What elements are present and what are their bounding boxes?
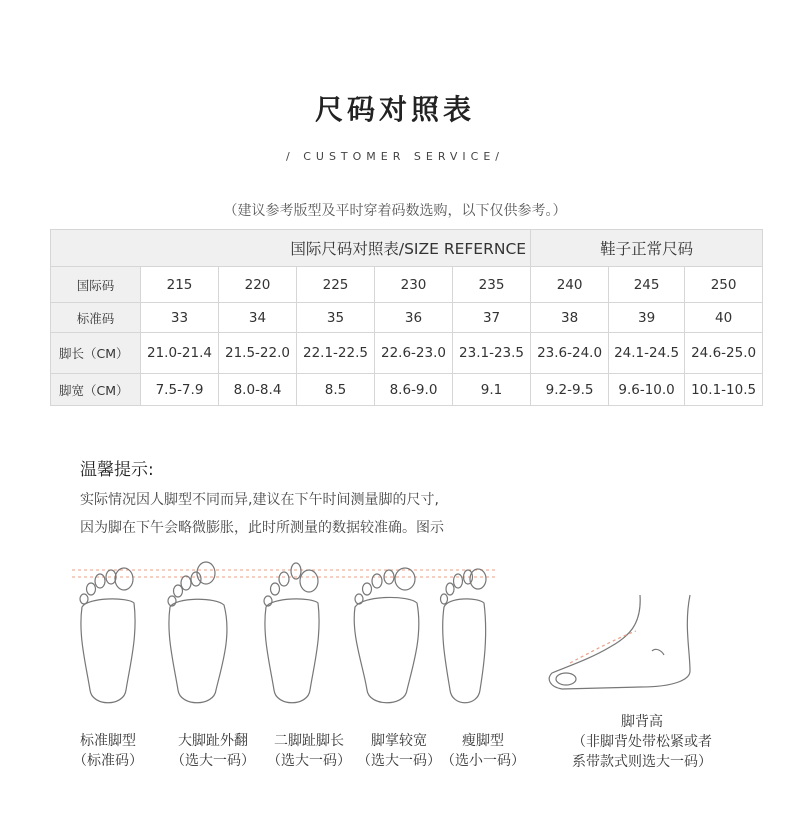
- table-cell: 22.1-22.5: [297, 333, 375, 374]
- purchase-note: （建议参考版型及平时穿着码数选购，以下仅供参考。）: [223, 203, 567, 219]
- size-chart-table: [50, 229, 763, 406]
- foot-advice: （选小一码）: [441, 753, 525, 769]
- table-cell: 21.5-22.0: [219, 333, 297, 374]
- table-header-row: [51, 230, 763, 267]
- foot-name: 大脚趾外翻: [178, 733, 248, 749]
- table-header-main: 国际尺码对照表/SIZE REFERNCE: [51, 230, 531, 267]
- table-cell: 220: [219, 267, 297, 303]
- table-row: [51, 267, 763, 303]
- wide-foot-icon: [354, 568, 419, 703]
- table-cell: 8.0-8.4: [219, 374, 297, 406]
- table-cell: 9.1: [453, 374, 531, 406]
- table-header-right: 鞋子正常尺码: [531, 230, 763, 267]
- foot-advice: （标准码）: [73, 753, 143, 769]
- table-cell: 235: [453, 267, 531, 303]
- foot-name: 二脚趾脚长: [274, 733, 344, 749]
- slim-foot-icon: [441, 569, 487, 703]
- instep-advice-line-1: （非脚背处带松紧或者: [572, 734, 712, 750]
- row-label: 脚宽（CM）: [51, 374, 141, 406]
- row-label: 标准码: [51, 303, 141, 333]
- table-cell: 37: [453, 303, 531, 333]
- foot-name: 脚掌较宽: [371, 733, 427, 749]
- table-cell: 240: [531, 267, 609, 303]
- page-subtitle: / CUSTOMER SERVICE/: [286, 150, 504, 163]
- foot-caption-long-second-toe: [266, 731, 352, 771]
- table-cell: 39: [609, 303, 685, 333]
- table-cell: 23.1-23.5: [453, 333, 531, 374]
- table-cell: 245: [609, 267, 685, 303]
- tips-title: 温馨提示:: [80, 460, 154, 480]
- standard-foot-icon: [80, 568, 135, 703]
- table-cell: 250: [685, 267, 763, 303]
- table-cell: 35: [297, 303, 375, 333]
- table-cell: 23.6-24.0: [531, 333, 609, 374]
- tips-line-1: 实际情况因人脚型不同而异,建议在下午时间测量脚的尺寸,: [80, 492, 439, 508]
- table-cell: 225: [297, 267, 375, 303]
- foot-caption-bunion: [170, 731, 256, 771]
- long-second-toe-foot-icon: [264, 563, 319, 703]
- instep-advice-line-2: 系带款式则选大一码）: [572, 754, 712, 770]
- foot-caption-wide: [356, 731, 442, 771]
- table-row: [51, 374, 763, 406]
- high-instep-foot-icon: [549, 595, 690, 689]
- foot-name: 脚背高: [621, 714, 663, 730]
- row-label: 国际码: [51, 267, 141, 303]
- foot-caption-standard: [73, 731, 143, 771]
- table-cell: 22.6-23.0: [375, 333, 453, 374]
- table-cell: 10.1-10.5: [685, 374, 763, 406]
- foot-advice: （选大一码）: [171, 753, 255, 769]
- table-row: [51, 333, 763, 374]
- table-cell: 9.2-9.5: [531, 374, 609, 406]
- table-cell: 34: [219, 303, 297, 333]
- foot-advice: （选大一码）: [357, 753, 441, 769]
- table-cell: 9.6-10.0: [609, 374, 685, 406]
- table-cell: 36: [375, 303, 453, 333]
- table-cell: 33: [141, 303, 219, 333]
- table-row: [51, 303, 763, 333]
- foot-name: 标准脚型: [80, 733, 136, 749]
- table-cell: 8.6-9.0: [375, 374, 453, 406]
- table-cell: 230: [375, 267, 453, 303]
- foot-caption-slim: [440, 731, 526, 771]
- foot-caption-high-instep: [560, 712, 724, 772]
- foot-name: 瘦脚型: [462, 733, 504, 749]
- table-cell: 215: [141, 267, 219, 303]
- table-cell: 21.0-21.4: [141, 333, 219, 374]
- table-cell: 8.5: [297, 374, 375, 406]
- table-cell: 7.5-7.9: [141, 374, 219, 406]
- table-cell: 24.6-25.0: [685, 333, 763, 374]
- bunion-foot-icon: [168, 562, 227, 703]
- table-cell: 24.1-24.5: [609, 333, 685, 374]
- foot-advice: （选大一码）: [267, 753, 351, 769]
- table-cell: 38: [531, 303, 609, 333]
- page-title: 尺码对照表: [314, 93, 475, 126]
- table-cell: 40: [685, 303, 763, 333]
- tips-line-2: 因为脚在下午会略微膨胀，此时所测量的数据较准确。图示: [80, 520, 444, 536]
- row-label: 脚长（CM）: [51, 333, 141, 374]
